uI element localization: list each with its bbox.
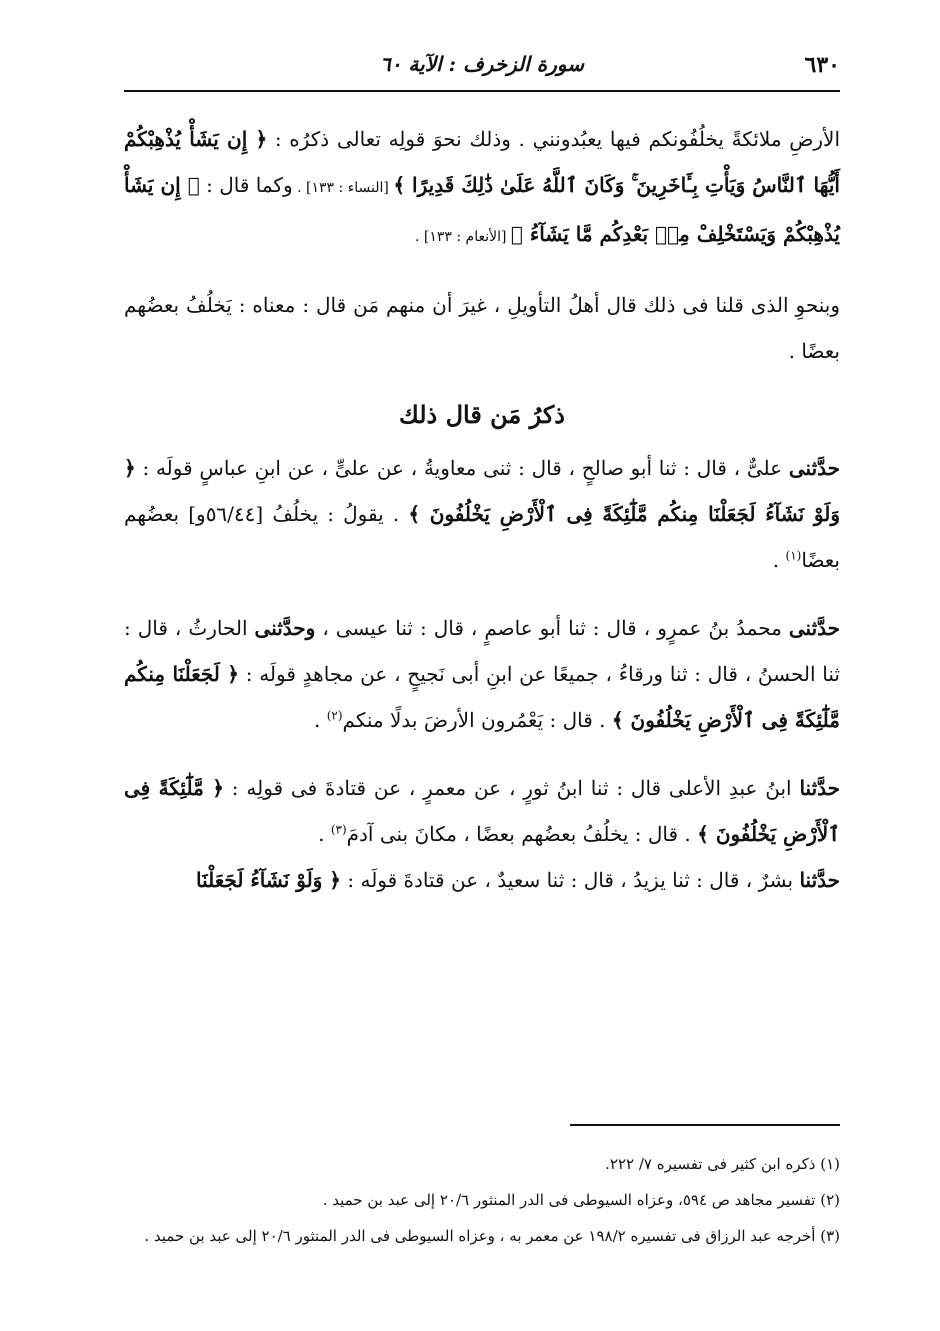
paragraph-text: . xyxy=(313,708,327,732)
footnote-marker: (٣) xyxy=(330,822,347,837)
narration-2 xyxy=(124,605,840,743)
footnotes xyxy=(124,1146,840,1254)
page-number: ٦٣٠ xyxy=(804,52,840,78)
quran-verse: ﴿ وَلَوْ نَشَآءُ لَجَعَلْنَا مِنكُم مَّلَٰٓئِكَةً فِى ٱلْأَرْضِ يَخْلُفُونَ ﴾ xyxy=(124,456,840,526)
footnote-divider xyxy=(570,1124,840,1126)
paragraph-text: الأرضِ ملائكةً يخلُفُونكم فيها يعبُدونني . وذلك نحوَ قولِه تعالى ذكرُه : xyxy=(267,127,840,151)
footnote: (٢) تفسير مجاهد ص ٥٩٤، وعزاه السيوطى فى الدر المنثور ٢٠/٦ إلى عبد بن حميد . xyxy=(322,1191,840,1209)
footnote: (٣) أخرجه عبد الرزاق فى تفسيره ١٩٨/٢ عن معمر به ، وعزاه السيوطى فى الدر المنثور ٢٠/٦ إلى عبد بن حميد . xyxy=(144,1227,840,1245)
narration-3 xyxy=(124,765,840,857)
paragraph-1 xyxy=(124,116,840,260)
footnote-marker: (٢) xyxy=(326,708,343,723)
paragraph-text: بشرٌ ، قال : ثنا يزيدُ ، قال : ثنا سعيدٌ ، عن قتادةَ قولَه : xyxy=(341,868,800,892)
quran-verse: ﴿ إِن يَشَأْ يُذْهِبْكُمْ أَيُّهَا ٱلنَّاسُ وَيَأْتِ بِـَٔاخَرِينَ ۚ وَكَانَ ٱللَّهُ عَلَىٰ ذَٰلِكَ قَدِيرًا ﴾ xyxy=(124,127,840,197)
book-page xyxy=(124,40,840,1300)
narration-opener: حدَّثنى xyxy=(788,456,840,480)
narration-opener: وحدَّثنى xyxy=(254,616,316,640)
footnote: (١) ذكره ابن كثير فى تفسيره ٧/ ٢٢٢. xyxy=(605,1155,840,1173)
paragraph-text: . قال : يخلُفُ بعضُهم بعضًا ، مكانَ بنى آدمَ xyxy=(346,822,698,846)
paragraph-text: . xyxy=(772,548,786,572)
narration-opener: حدَّثنا xyxy=(799,868,840,892)
quran-verse: ﴿ وَلَوْ نَشَآءُ لَجَعَلْنَا xyxy=(196,868,342,892)
narration-opener: حدَّثنى xyxy=(788,616,840,640)
page-header xyxy=(124,40,840,92)
paragraph-text: ابنُ عبدِ الأعلى قال : ثنا ابنُ ثورٍ ، عن معمرٍ ، عن قتادةَ فى قولِه : xyxy=(223,776,800,800)
paragraph-text: محمدُ بنُ عمرٍو ، قال : ثنا أبو عاصمٍ ، قال : ثنا عيسى ، xyxy=(315,616,789,640)
quran-verse: ﴿ إِن يَشَأْ يُذْهِبْكُمْ وَيَسْتَخْلِفْ مِنۢ بَعْدِكُم مَّا يَشَآءُ ﴾ xyxy=(124,173,840,246)
running-title: سورة الزخرف : الآية ٦٠ xyxy=(379,52,584,76)
quran-verse: ﴿ لَجَعَلْنَا مِنكُم مَّلَٰٓئِكَةً فِى ٱلْأَرْضِ يَخْلُفُونَ ﴾ xyxy=(124,662,840,732)
footnote-marker: (١) xyxy=(785,548,802,563)
section-heading: ذكرُ مَن قال ذلك xyxy=(399,400,565,429)
paragraph-text: وكما قال : xyxy=(199,173,293,197)
paragraph-text: . قال : يَعْمُرون الأرضَ بدلًا منكم xyxy=(342,708,612,732)
narration-1 xyxy=(124,445,840,583)
verse-reference: [النساء : ١٣٣] . xyxy=(292,180,394,196)
paragraph-2: وبنحوِ الذى قلنا فى ذلك قال أهلُ التأويلِ ، غيرَ أن منهم مَن قال : معناه : يَخلُفُ بعضُهم بعضًا . xyxy=(124,293,840,363)
paragraph-text: علىٌّ ، قال : ثنا أبو صالحٍ ، قال : ثنى معاويةُ ، عن علىٍّ ، عن ابنِ عباسٍ قولَه : xyxy=(135,456,789,480)
paragraph-text: . xyxy=(318,822,331,846)
paragraph-text: الحارثُ ، قال : ثنا الحسنُ ، قال : ثنا ورقاءُ ، جميعًا عن ابنِ أبى نَجيحٍ ، عن مجاهدٍ قولَه : xyxy=(124,616,841,686)
narration-opener: حدَّثنا xyxy=(799,776,840,800)
narration-4 xyxy=(124,857,840,903)
paragraph-text: . يقولُ : يخلُفُ [٥٦/٤٤و] بعضُهم بعضًا xyxy=(124,502,840,572)
verse-reference: [الأنعام : ١٣٣] . xyxy=(414,229,511,245)
quran-verse: ﴿ مَّلَٰٓئِكَةً فِى ٱلْأَرْضِ يَخْلُفُونَ ﴾ xyxy=(124,776,840,846)
